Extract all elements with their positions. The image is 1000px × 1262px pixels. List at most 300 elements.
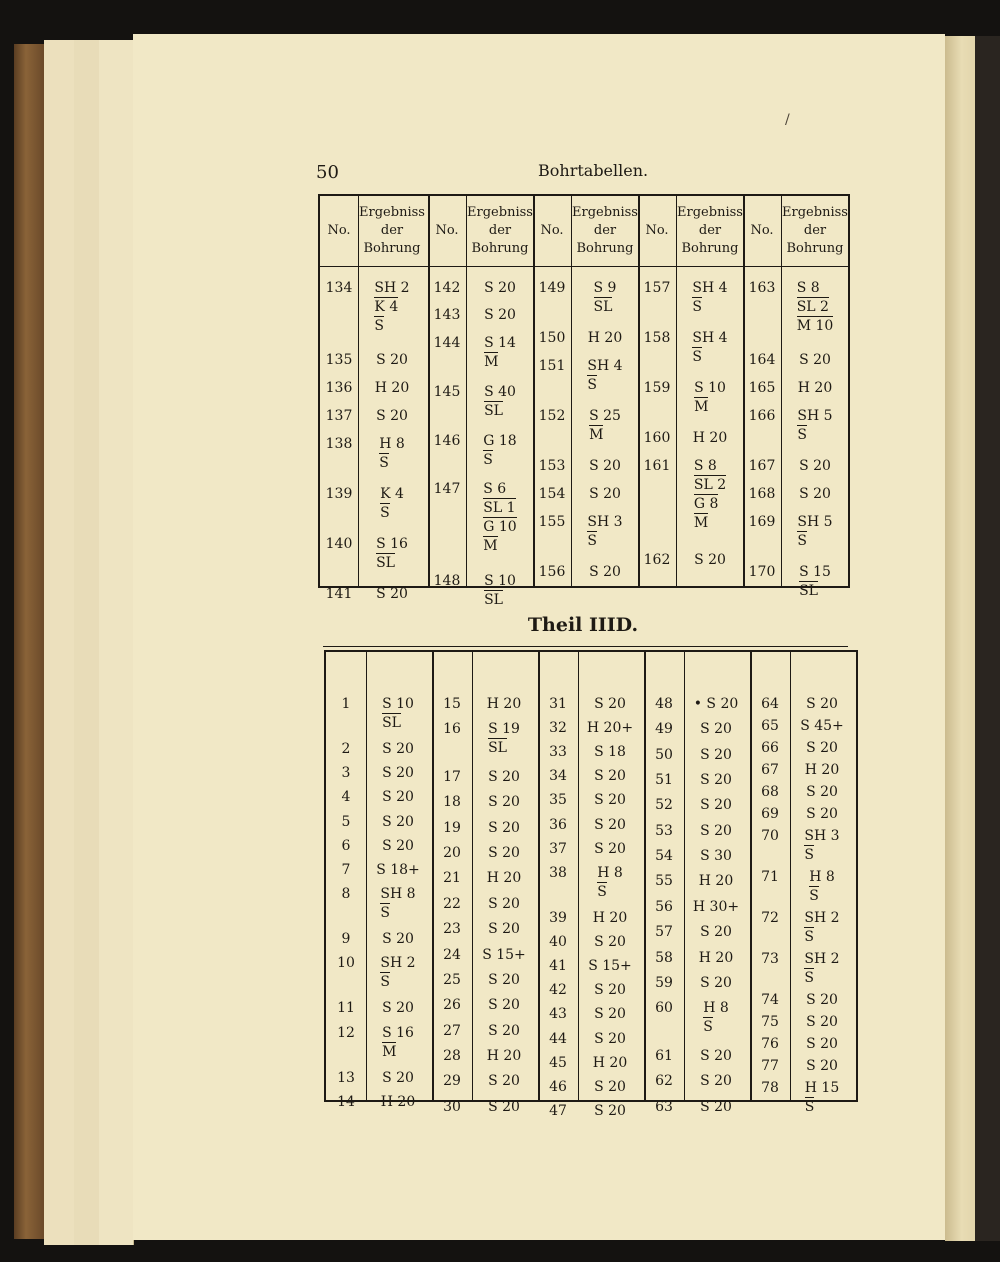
entry-number: 7 <box>341 861 351 878</box>
result-line: S 20 <box>589 564 621 580</box>
result-line: G 18 <box>483 432 517 449</box>
entry-number: 24 <box>443 946 461 963</box>
entry-number: 150 <box>538 330 566 346</box>
entry-result <box>571 330 639 347</box>
entry-result <box>366 931 430 948</box>
entry-number: 153 <box>538 458 566 474</box>
entry-result <box>684 899 748 916</box>
entry-number: 9 <box>341 931 351 948</box>
result-header-line: Bohrung <box>471 241 529 256</box>
result-line: S 30 <box>700 848 732 865</box>
result-line: S 20 <box>382 1000 414 1017</box>
result-line: S 40 <box>484 383 516 400</box>
result-line: S 20 <box>594 934 626 951</box>
entry-result <box>366 1025 430 1061</box>
result-line: S <box>797 533 807 549</box>
result-line: H 20 <box>587 330 623 346</box>
book-page <box>133 34 945 1240</box>
entry-result <box>472 769 536 786</box>
result-line: SH 4 <box>587 358 623 374</box>
result-header-line: der <box>488 223 512 238</box>
result-line: S 20 <box>700 746 732 763</box>
page-edges <box>44 40 75 1245</box>
entry-number: 46 <box>549 1078 567 1095</box>
margin-mark: / <box>785 112 790 128</box>
result-line: S <box>804 929 814 945</box>
entry-result <box>466 384 534 420</box>
result-line: SL <box>376 555 395 571</box>
entry-number: 74 <box>761 992 779 1008</box>
result-line: S 20 <box>382 741 414 758</box>
entry-result <box>366 696 430 732</box>
section-title: Theil IIID. <box>527 614 639 636</box>
result-line: H 8 <box>597 864 623 881</box>
entry-number: 1 <box>341 696 351 712</box>
result-line: SL 2 <box>796 299 829 315</box>
entry-result <box>571 358 639 394</box>
result-line: H 20 <box>486 1047 522 1064</box>
result-line: S 20 <box>488 1098 520 1115</box>
entry-result <box>358 486 426 522</box>
entry-result <box>790 992 854 1009</box>
entry-number: 58 <box>655 949 673 966</box>
entry-number: 76 <box>761 1036 779 1052</box>
result-line: S 20 <box>488 769 520 786</box>
entry-number: 73 <box>761 951 779 967</box>
entry-result <box>472 870 536 887</box>
result-line: S 20 <box>594 982 626 999</box>
entry-number: 11 <box>337 1000 355 1017</box>
result-line: S 16 <box>382 1024 414 1041</box>
entry-result <box>790 718 854 735</box>
result-line: S 20 <box>382 765 414 782</box>
result-line: SL <box>593 299 613 315</box>
result-line: M <box>382 1043 397 1060</box>
result-line: S 16 <box>376 536 408 552</box>
result-header <box>781 204 849 258</box>
result-line: S 20 <box>806 784 838 800</box>
entry-result <box>358 352 426 369</box>
result-line: S 19 <box>488 721 520 738</box>
entry-result <box>366 789 430 806</box>
entry-result <box>684 797 748 814</box>
result-line: S 45+ <box>800 718 844 734</box>
entry-number: 43 <box>549 1006 567 1023</box>
result-line: S <box>483 451 493 468</box>
entry-result <box>571 564 639 581</box>
entry-result <box>366 814 430 831</box>
result-line: S <box>804 970 814 986</box>
entry-result <box>578 958 642 975</box>
result-line: S 20 <box>806 806 838 822</box>
result-line: H 20 <box>804 762 840 778</box>
entry-number: 15 <box>443 696 461 712</box>
entry-result <box>684 1048 748 1065</box>
entry-number: 4 <box>341 789 351 806</box>
entry-result <box>366 862 430 879</box>
entry-number: 169 <box>748 514 776 530</box>
result-line: S 20 <box>488 819 520 836</box>
result-line: S 10 <box>484 573 516 590</box>
result-line: S 15+ <box>588 958 632 975</box>
entry-result <box>781 486 849 503</box>
page-edges <box>99 40 134 1245</box>
result-line: S 20 <box>382 789 414 806</box>
entry-number: 71 <box>761 869 779 885</box>
entry-number: 152 <box>538 408 566 424</box>
entry-result <box>472 794 536 811</box>
result-line: H 8 <box>809 869 835 885</box>
entry-result <box>790 910 854 946</box>
entry-number: 67 <box>761 762 779 778</box>
entry-result <box>578 792 642 809</box>
entry-result <box>578 841 642 858</box>
entry-number: 62 <box>655 1073 673 1090</box>
entry-number: 160 <box>643 430 671 446</box>
result-line: H 20 <box>486 696 522 712</box>
result-line: S 20 <box>382 837 414 854</box>
entry-result <box>358 436 426 472</box>
result-line: S <box>379 455 389 471</box>
result-line: S 18+ <box>376 861 420 878</box>
entry-result <box>676 430 744 447</box>
entry-result <box>472 947 536 964</box>
result-line: G 10 <box>483 519 517 536</box>
entry-number: 26 <box>443 997 461 1014</box>
entry-number: 47 <box>549 1102 567 1119</box>
result-line: H 20 <box>797 380 833 396</box>
entry-result <box>684 772 748 789</box>
result-line: H 20+ <box>586 720 634 737</box>
entry-number: 29 <box>443 1073 461 1090</box>
entry-number: 36 <box>549 816 567 833</box>
result-line: SH 3 <box>587 514 623 530</box>
entry-number: 159 <box>643 380 671 396</box>
entry-result <box>366 955 430 991</box>
result-line: S 15+ <box>482 946 526 963</box>
entry-number: 141 <box>325 586 353 602</box>
result-line: S <box>380 974 390 991</box>
result-line: S 20 <box>594 840 626 857</box>
entry-result <box>578 1055 642 1072</box>
entry-result <box>366 1094 430 1111</box>
entry-number: 5 <box>341 813 351 830</box>
result-line: S <box>380 904 390 921</box>
result-line: S 20 <box>488 1073 520 1090</box>
entry-number: 3 <box>341 765 351 782</box>
result-line: H 20 <box>374 380 410 396</box>
result-header-line: Ergebniss <box>782 205 848 220</box>
entry-result <box>366 1000 430 1017</box>
entry-number: 33 <box>549 744 567 761</box>
entry-number: 149 <box>538 280 566 296</box>
result-line: M <box>483 538 498 555</box>
entry-result <box>781 380 849 397</box>
entry-result <box>790 1058 854 1075</box>
entry-number: 25 <box>443 971 461 988</box>
result-line: S 20 <box>488 971 520 988</box>
entry-number: 2 <box>341 741 351 758</box>
entry-result <box>578 1006 642 1023</box>
entry-result <box>790 784 854 801</box>
entry-number: 53 <box>655 822 673 839</box>
no-header: No. <box>327 223 351 238</box>
result-line: S 20 <box>594 768 626 785</box>
entry-number: 135 <box>325 352 353 368</box>
result-header-line: Ergebniss <box>572 205 638 220</box>
result-header-line: Bohrung <box>681 241 739 256</box>
entry-result <box>684 848 748 865</box>
entry-result <box>466 433 534 469</box>
result-line: S 20 <box>589 458 621 474</box>
result-line: H 8 <box>379 436 405 452</box>
result-header <box>466 204 534 258</box>
result-line: M <box>693 515 709 531</box>
page-edges <box>74 40 100 1245</box>
entry-number: 146 <box>433 432 461 449</box>
result-line: S 20 <box>589 486 621 502</box>
entry-number: 51 <box>655 772 673 789</box>
result-line: H 8 <box>703 1000 729 1017</box>
result-line: S 20 <box>806 740 838 756</box>
entry-result <box>684 696 748 713</box>
result-header-line: der <box>593 223 617 238</box>
result-line: H 20 <box>592 910 628 926</box>
entry-result <box>790 1036 854 1053</box>
no-header: No. <box>435 223 459 238</box>
result-line: M <box>589 427 604 443</box>
entry-result <box>684 747 748 764</box>
result-line: M 10 <box>796 318 834 334</box>
entry-result <box>790 696 854 713</box>
page-number: 50 <box>316 162 339 183</box>
entry-result <box>684 1000 748 1036</box>
result-header-line: der <box>803 223 827 238</box>
result-line: S 20 <box>488 794 520 811</box>
result-line: S 20 <box>700 1098 732 1115</box>
result-line: S 20 <box>594 1078 626 1095</box>
result-line: S 20 <box>700 721 732 738</box>
entry-result <box>466 280 534 297</box>
result-line: S <box>374 318 384 334</box>
entry-result <box>472 820 536 837</box>
entry-number: 54 <box>655 848 673 865</box>
result-line: SH 2 <box>374 280 410 296</box>
entry-number: 155 <box>538 514 566 530</box>
entry-result <box>781 458 849 475</box>
result-line: S 20 <box>484 307 516 324</box>
entry-number: 60 <box>655 1000 673 1017</box>
result-line: S 20 <box>382 813 414 830</box>
entry-number: 167 <box>748 458 776 474</box>
entry-result <box>472 721 536 757</box>
entry-result <box>358 536 426 572</box>
result-line: S 15 <box>799 564 831 580</box>
entry-number: 168 <box>748 486 776 502</box>
no-header: No. <box>540 223 564 238</box>
result-line: SH 3 <box>804 828 840 844</box>
result-header <box>571 204 639 258</box>
entry-number: 52 <box>655 797 673 814</box>
entry-number: 59 <box>655 974 673 991</box>
entry-result <box>790 806 854 823</box>
entry-number: 22 <box>443 895 461 912</box>
entry-number: 75 <box>761 1014 779 1030</box>
result-line: S 20 <box>594 696 626 712</box>
result-line: SH 5 <box>797 408 833 424</box>
entry-number: 56 <box>655 898 673 915</box>
entry-result <box>781 408 849 444</box>
result-line: S 20 <box>382 1069 414 1086</box>
result-line: S 20 <box>376 408 408 424</box>
entry-number: 134 <box>325 280 353 296</box>
result-line: S 20 <box>484 280 516 296</box>
result-line: S 10 <box>694 380 726 396</box>
result-line: S 8 <box>693 458 717 474</box>
entry-result <box>466 573 534 609</box>
entry-number: 68 <box>761 784 779 800</box>
entry-result <box>676 280 744 316</box>
entry-result <box>578 910 642 927</box>
boring-results-table-top <box>318 194 850 609</box>
result-line: H 20 <box>698 873 734 890</box>
result-line: S <box>797 427 807 443</box>
result-line: S <box>692 299 702 315</box>
entry-number: 138 <box>325 436 353 452</box>
result-line: S 14 <box>484 334 516 351</box>
result-line: S 20 <box>700 974 732 991</box>
entry-number: 49 <box>655 721 673 738</box>
result-line: S 20 <box>594 1006 626 1023</box>
entry-number: 39 <box>549 910 567 926</box>
result-line: S 20 <box>488 921 520 938</box>
result-line: S <box>692 349 702 365</box>
entry-result <box>790 828 854 864</box>
entry-result <box>684 1073 748 1090</box>
entry-result <box>466 307 534 324</box>
result-line: S 20 <box>594 1102 626 1119</box>
entry-number: 137 <box>325 408 353 424</box>
result-line: M <box>484 353 499 370</box>
result-line: S 20 <box>594 792 626 809</box>
result-line: • S 20 <box>693 696 739 712</box>
entry-number: 63 <box>655 1098 673 1115</box>
entry-result <box>578 934 642 951</box>
entry-result <box>578 1031 642 1048</box>
result-line: S 20 <box>488 997 520 1014</box>
entry-number: 45 <box>549 1054 567 1071</box>
entry-result <box>571 514 639 550</box>
result-header-line: Ergebniss <box>359 205 425 220</box>
result-line: S 20 <box>806 1014 838 1030</box>
result-header-line: Bohrung <box>363 241 421 256</box>
result-line: S <box>809 888 819 904</box>
entry-result <box>578 1103 642 1120</box>
entry-number: 69 <box>761 806 779 822</box>
entry-result <box>790 869 854 905</box>
entry-number: 164 <box>748 352 776 368</box>
entry-result <box>472 1048 536 1065</box>
entry-number: 10 <box>337 955 355 972</box>
entry-number: 162 <box>643 552 671 568</box>
entry-result <box>578 744 642 761</box>
no-header: No. <box>645 223 669 238</box>
entry-number: 61 <box>655 1047 673 1064</box>
entry-result <box>781 514 849 550</box>
result-header-line: Bohrung <box>576 241 634 256</box>
result-header-line: der <box>698 223 722 238</box>
result-line: SH 5 <box>797 514 833 530</box>
entry-result <box>366 886 430 922</box>
running-title: Bohrtabellen. <box>538 161 649 180</box>
entry-number: 156 <box>538 564 566 580</box>
entry-result <box>358 380 426 397</box>
result-line: S 20 <box>488 1022 520 1039</box>
result-line: S 10 <box>382 696 414 712</box>
entry-number: 158 <box>643 330 671 346</box>
result-line: K 4 <box>380 486 404 502</box>
entry-number: 161 <box>643 458 671 474</box>
entry-number: 154 <box>538 486 566 502</box>
result-line: SL 2 <box>693 477 727 493</box>
entry-result <box>578 817 642 834</box>
result-header <box>676 204 744 258</box>
entry-number: 57 <box>655 924 673 941</box>
result-line: H 20 <box>698 949 734 966</box>
header-rule <box>320 266 848 267</box>
entry-number: 48 <box>655 696 673 712</box>
result-line: SL <box>484 402 503 419</box>
entry-number: 145 <box>433 383 461 400</box>
entry-number: 66 <box>761 740 779 756</box>
entry-result <box>472 921 536 938</box>
result-line: S 20 <box>806 992 838 1008</box>
facing-page-shadow <box>975 36 1000 1241</box>
entry-result <box>366 838 430 855</box>
entry-result <box>684 721 748 738</box>
entry-number: 13 <box>337 1069 355 1086</box>
entry-number: 12 <box>337 1024 355 1041</box>
entry-number: 28 <box>443 1047 461 1064</box>
entry-number: 136 <box>325 380 353 396</box>
result-line: S 20 <box>488 845 520 862</box>
entry-result <box>466 481 534 555</box>
entry-number: 18 <box>443 794 461 811</box>
entry-number: 40 <box>549 934 567 951</box>
entry-number: 37 <box>549 840 567 857</box>
entry-number: 23 <box>443 921 461 938</box>
result-line: S 20 <box>700 822 732 839</box>
result-line: S 20 <box>799 352 831 368</box>
result-line: S 20 <box>694 552 726 568</box>
entry-result <box>578 720 642 737</box>
result-line: S 20 <box>382 931 414 948</box>
entry-number: 157 <box>643 280 671 296</box>
result-line: S 20 <box>700 797 732 814</box>
entry-result <box>684 873 748 890</box>
entry-result <box>472 896 536 913</box>
entry-result <box>366 741 430 758</box>
result-line: S <box>380 505 390 521</box>
entry-number: 38 <box>549 864 567 881</box>
result-line: S <box>587 377 597 393</box>
result-line: S 20 <box>700 1047 732 1064</box>
entry-result <box>472 1099 536 1116</box>
result-header <box>358 204 426 258</box>
result-line: SH 2 <box>804 910 840 926</box>
result-line: H 20 <box>380 1093 416 1110</box>
boring-results-table-bottom <box>324 650 858 1119</box>
